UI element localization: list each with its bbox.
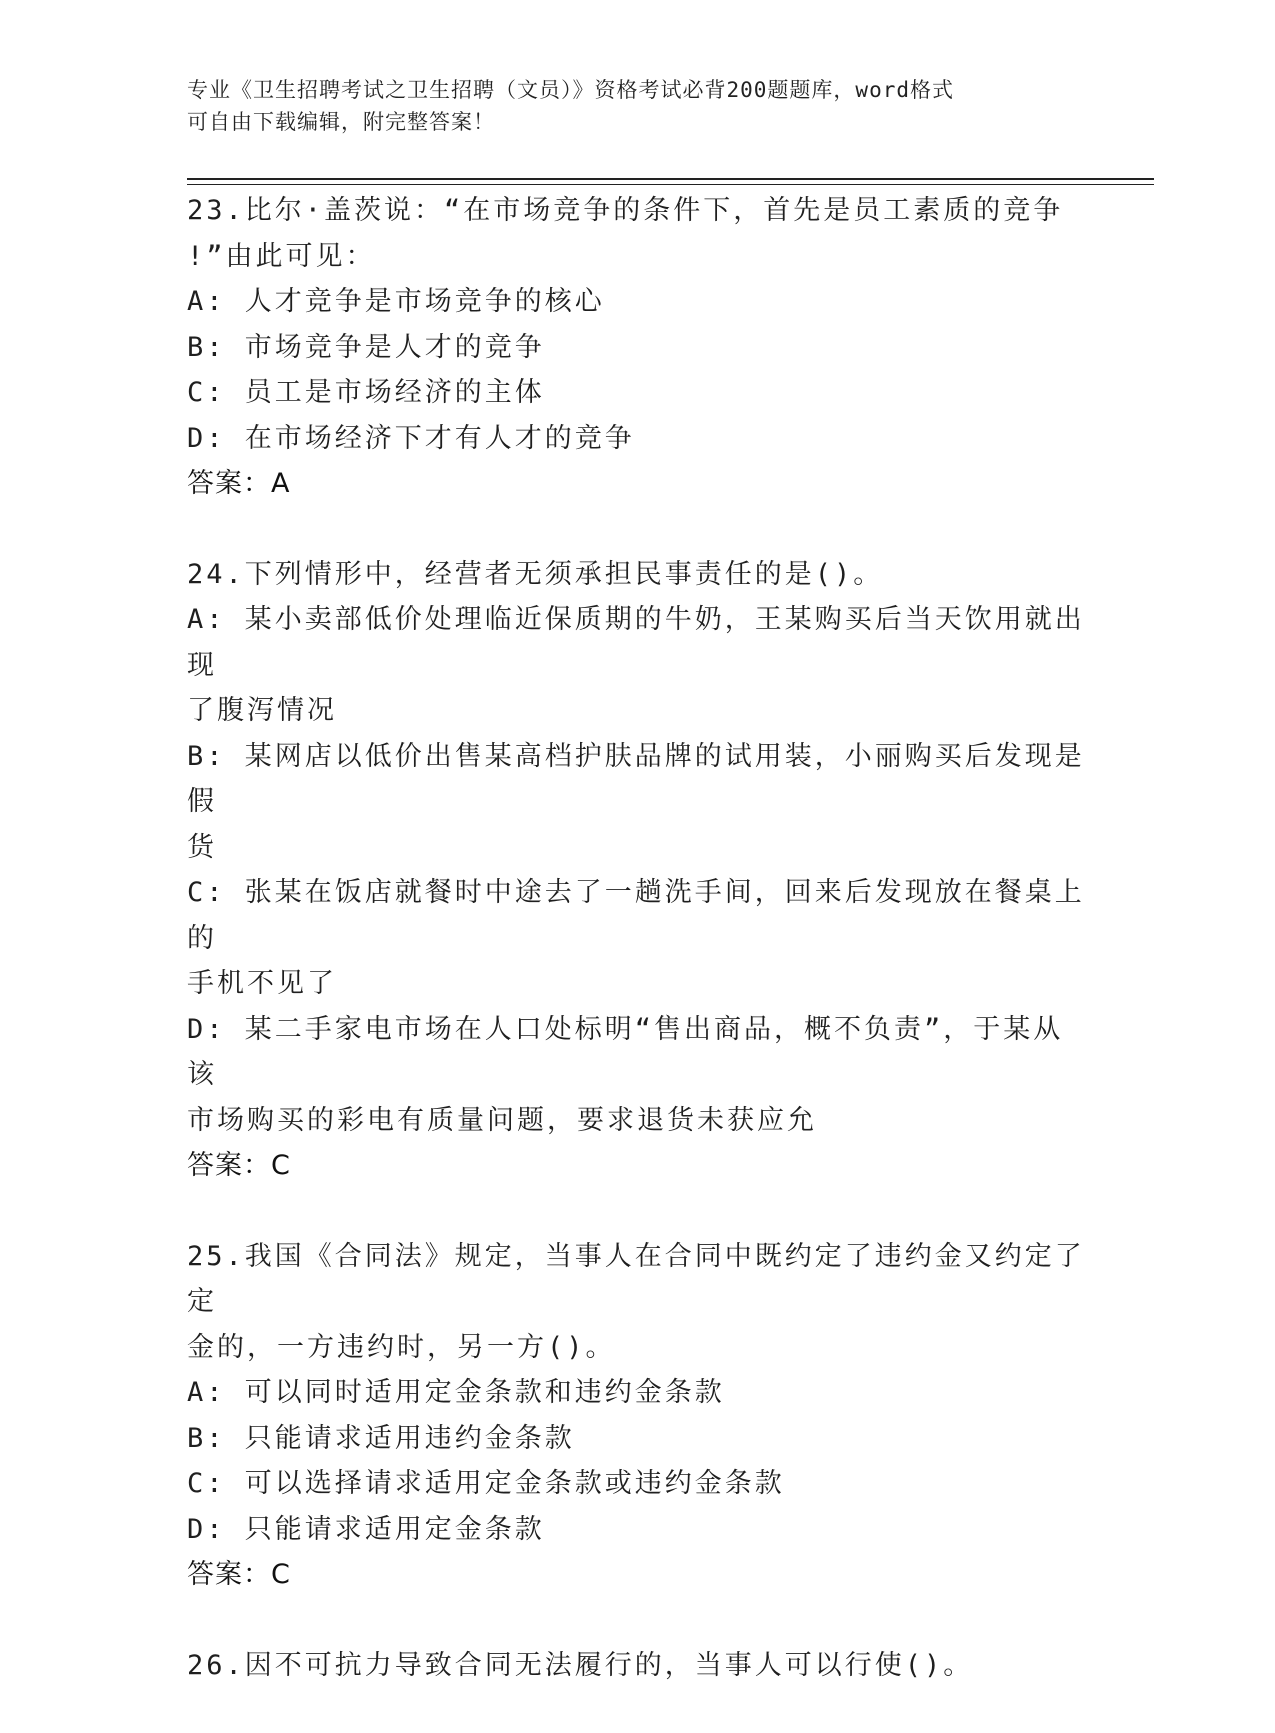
- option-c: C: 员工是市场经济的主体: [187, 377, 545, 408]
- document-header: 专业《卫生招聘考试之卫生招聘（文员）》资格考试必背200题题库，word格式 可自由下载编辑，附完整答案！: [187, 78, 954, 134]
- header-divider-thin: [187, 184, 1154, 185]
- option-c: C: 可以选择请求适用定金条款或违约金条款: [187, 1468, 785, 1499]
- option-a: A: 可以同时适用定金条款和违约金条款: [187, 1377, 725, 1408]
- question-list: [187, 188, 1087, 1733]
- question-24: [187, 552, 1087, 1189]
- option-b: B: 只能请求适用违约金条款: [187, 1422, 575, 1454]
- option-d: D: 在市场经济下才有人才的竞争: [187, 422, 635, 454]
- question-stem: 23.比尔·盖茨说：“在市场竞争的条件下，首先是员工素质的竞争 !”由此可见：: [187, 195, 1064, 272]
- question-stem: 24.下列情形中，经营者无须承担民事责任的是()。: [187, 558, 884, 590]
- option-d: D: 某二手家电市场在人口处标明“售出商品，概不负责”，于某从该 市场购买的彩电有质量问题，要求退货未获应允: [187, 1013, 1064, 1136]
- question-stem: 25.我国《合同法》规定，当事人在合同中既约定了违约金又约定了定 金的，一方违约时，另一方()。: [187, 1240, 1085, 1363]
- answer: 答案：C: [187, 1150, 291, 1181]
- question-25: [187, 1234, 1087, 1598]
- question-23: [187, 188, 1087, 507]
- option-b: B: 市场竞争是人才的竞争: [187, 331, 545, 363]
- answer: 答案：C: [187, 1559, 291, 1590]
- question-stem: 26.因不可抗力导致合同无法履行的，当事人可以行使()。: [187, 1649, 974, 1681]
- option-d: D: 只能请求适用定金条款: [187, 1513, 545, 1545]
- header-divider-thick: [187, 178, 1154, 180]
- question-26: [187, 1643, 1087, 1689]
- option-c: C: 张某在饭店就餐时中途去了一趟洗手间，回来后发现放在餐桌上的 手机不见了: [187, 877, 1085, 999]
- option-a: A: 人才竞争是市场竞争的核心: [187, 286, 605, 317]
- option-b: B: 某网店以低价出售某高档护肤品牌的试用装，小丽购买后发现是假 货: [187, 740, 1085, 863]
- answer: 答案：A: [187, 468, 291, 499]
- option-a: A: 某小卖部低价处理临近保质期的牛奶，王某购买后当天饮用就出现 了腹泻情况: [187, 604, 1085, 726]
